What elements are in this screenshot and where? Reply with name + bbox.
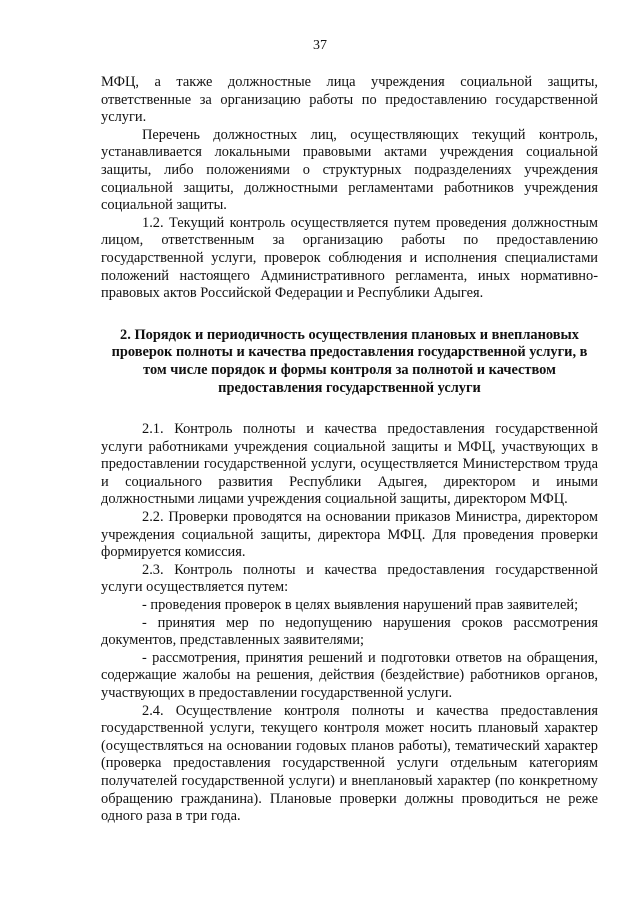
paragraph: 2.2. Проверки проводятся на основании приказов Министра, директором учреждения социальной защиты, директора МФЦ. Для проведения проверки формируется комиссия. — [101, 509, 598, 561]
list-item: - проведения проверок в целях выявления нарушений прав заявителей; — [142, 597, 579, 614]
list-item: - рассмотрения, принятия решений и подготовки ответов на обращения, содержащие жалобы на решения, действия (бездействие) работников органов, участвующих в предоставлении государственной услуги. — [101, 649, 598, 701]
paragraph: 2.3. Контроль полноты и качества предоставления государственной услуги осуществляется путем: — [101, 561, 598, 596]
page-number: 37 — [313, 38, 327, 53]
paragraph: 1.2. Текущий контроль осуществляется путем проведения должностным лицом, ответственным за организацию работы по предоставлению государственной услуги, проверок соблюдения и исполнения специалистами положений настоящего Административного регламента, иных нормативно-правовых актов Российской Федерации и Республики Адыгея. — [101, 214, 598, 302]
paragraph: МФЦ, а также должностные лица учреждения социальной защиты, ответственные за организацию работы по предоставлению государственной услуги. — [101, 74, 598, 126]
list-item: - принятия мер по недопущению нарушения сроков рассмотрения документов, представленных заявителями; — [101, 614, 598, 649]
paragraph: 2.4. Осуществление контроля полноты и качества предоставления государственной услуги, текущего контроля может носить плановый характер (осуществляться на основании годовых планов работы), тематический характер (проверка предоставления государственной услуги отдельным категориям получателей государственной услуги) и внеплановый характер (по конкретному обращению гражданина). Плановые проверки должны проводиться не реже одного раза в три года. — [101, 702, 598, 825]
paragraph: 2.1. Контроль полноты и качества предоставления государственной услуги работниками учреждения социальной защиты и МФЦ, участвующих в предоставлении государственной услуги, осуществляется Министерством труда и социального развития Республики Адыгея, директором и иными должностными лицами учреждения социальной защиты, директором МФЦ. — [101, 421, 598, 508]
section-heading: 2. Порядок и периодичность осуществления плановых и внеплановых проверок полноты и качества предоставления государственной услуги, в том числе порядок и формы контроля за полнотой и качеством предоставления государственной услуги — [111, 326, 588, 396]
document-body — [101, 74, 598, 826]
paragraph: Перечень должностных лиц, осуществляющих текущий контроль, устанавливается локальными правовыми актами учреждения социальной защиты, либо положениями о структурных подразделениях учреждения социальной защиты, должностными регламентами работников учреждения социальной защиты. — [101, 126, 598, 214]
